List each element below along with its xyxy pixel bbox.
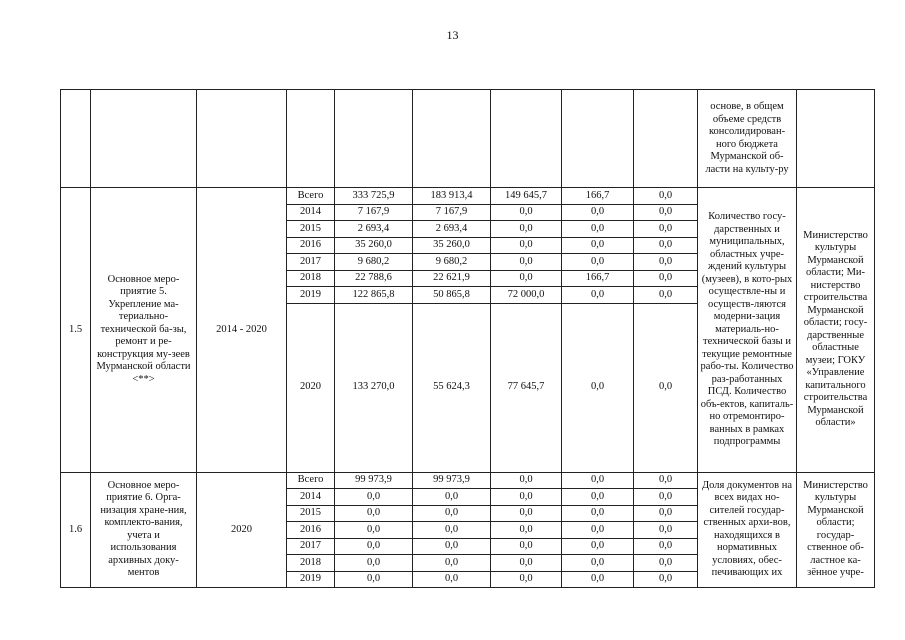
indicator-cell: Доля документов на всех видах но-сителей государ-ственных архи-вов, находящихся в нормативных условиях, обес-печивающих их: [698, 472, 797, 588]
amount-regional: 9 680,2: [413, 254, 491, 271]
year-cell: 2019: [287, 571, 335, 588]
year-cell: 2016: [287, 237, 335, 254]
amount-local: 166,7: [562, 270, 634, 287]
amount-total: 99 973,9: [335, 472, 413, 489]
amount-local: 166,7: [562, 188, 634, 205]
indicator-cell: основе, в общем объеме средств консолидирован-ного бюджета Мурманской об-ласти на культу-ру: [698, 90, 797, 188]
page-number: 13: [446, 28, 459, 42]
amount-regional: 99 973,9: [413, 472, 491, 489]
amount-other: 0,0: [634, 188, 698, 205]
amount-local: 0,0: [562, 254, 634, 271]
amount-total: 0,0: [335, 489, 413, 506]
amount-regional: 0,0: [413, 571, 491, 588]
amount-local: 0,0: [562, 287, 634, 304]
amount-regional: 0,0: [413, 505, 491, 522]
amount-other: 0,0: [634, 303, 698, 472]
amount-total: 7 167,9: [335, 204, 413, 221]
executor-cell: Министерство культуры Мурманской области; Ми-нистерство строительства Мурманской области; госу-дарственные областные музеи; ГОКУ «Управление капитального строительства Мурманской области»: [797, 188, 875, 473]
amount-total: 122 865,8: [335, 287, 413, 304]
year-cell: 2016: [287, 522, 335, 539]
amount-federal: 0,0: [491, 489, 562, 506]
amount-federal: 0,0: [491, 555, 562, 572]
amount-federal: 0,0: [491, 522, 562, 539]
amount-federal: 0,0: [491, 237, 562, 254]
amount-total: 0,0: [335, 571, 413, 588]
measure-name: Основное меро-приятие 6. Орга-низация хране-ния, комплекто-вания, учета и использования архивных доку-ментов: [91, 472, 197, 588]
amount-federal: 0,0: [491, 204, 562, 221]
amount-local: 0,0: [562, 237, 634, 254]
year-cell: 2019: [287, 287, 335, 304]
amount-local: 0,0: [562, 221, 634, 238]
amount-federal: 72 000,0: [491, 287, 562, 304]
amount-other: 0,0: [634, 571, 698, 588]
amount-federal: 0,0: [491, 505, 562, 522]
year-cell: Всего: [287, 472, 335, 489]
amount-other: 0,0: [634, 270, 698, 287]
amount-other: 0,0: [634, 522, 698, 539]
amount-regional: 183 913,4: [413, 188, 491, 205]
amount-regional: 0,0: [413, 538, 491, 555]
year-cell: 2015: [287, 221, 335, 238]
amount-regional: 35 260,0: [413, 237, 491, 254]
amount-local: 0,0: [562, 522, 634, 539]
amount-regional: 22 621,9: [413, 270, 491, 287]
amount-federal: 0,0: [491, 472, 562, 489]
amount-federal: 0,0: [491, 221, 562, 238]
amount-local: 0,0: [562, 204, 634, 221]
amount-other: 0,0: [634, 555, 698, 572]
amount-total: 0,0: [335, 505, 413, 522]
year-cell: 2018: [287, 555, 335, 572]
year-cell: 2017: [287, 254, 335, 271]
year-cell: 2015: [287, 505, 335, 522]
measure-name: Основное меро-приятие 5. Укрепление ма-териально-технической ба-зы, ремонт и ре-конструкция му-зеев Мурманской области <**>: [91, 188, 197, 473]
measure-period: 2014 - 2020: [197, 188, 287, 473]
amount-local: 0,0: [562, 505, 634, 522]
table-row: [61, 472, 875, 489]
amount-other: 0,0: [634, 204, 698, 221]
amount-local: 0,0: [562, 538, 634, 555]
program-table: [60, 89, 875, 588]
amount-federal: 149 645,7: [491, 188, 562, 205]
amount-local: 0,0: [562, 571, 634, 588]
amount-total: 0,0: [335, 522, 413, 539]
amount-local: 0,0: [562, 555, 634, 572]
amount-other: 0,0: [634, 221, 698, 238]
amount-regional: 7 167,9: [413, 204, 491, 221]
row-number: 1.6: [61, 472, 91, 588]
amount-regional: 0,0: [413, 522, 491, 539]
amount-regional: 2 693,4: [413, 221, 491, 238]
amount-regional: 55 624,3: [413, 303, 491, 472]
amount-federal: 0,0: [491, 571, 562, 588]
executor-cell: Министерство культуры Мурманской области; государ-ственное об-ластное ка-зённое учре-: [797, 472, 875, 588]
measure-period: 2020: [197, 472, 287, 588]
amount-other: 0,0: [634, 505, 698, 522]
amount-other: 0,0: [634, 472, 698, 489]
year-cell: Всего: [287, 188, 335, 205]
amount-total: 35 260,0: [335, 237, 413, 254]
amount-other: 0,0: [634, 287, 698, 304]
amount-total: 0,0: [335, 538, 413, 555]
amount-federal: 0,0: [491, 254, 562, 271]
row-number: 1.5: [61, 188, 91, 473]
amount-federal: 77 645,7: [491, 303, 562, 472]
amount-regional: 0,0: [413, 489, 491, 506]
amount-total: 9 680,2: [335, 254, 413, 271]
amount-other: 0,0: [634, 254, 698, 271]
amount-other: 0,0: [634, 489, 698, 506]
continuation-row: [61, 90, 875, 188]
amount-federal: 0,0: [491, 270, 562, 287]
amount-total: 22 788,6: [335, 270, 413, 287]
amount-total: 333 725,9: [335, 188, 413, 205]
amount-other: 0,0: [634, 538, 698, 555]
table-row: [61, 188, 875, 205]
year-cell: 2014: [287, 489, 335, 506]
amount-total: 0,0: [335, 555, 413, 572]
amount-regional: 50 865,8: [413, 287, 491, 304]
amount-total: 133 270,0: [335, 303, 413, 472]
amount-local: 0,0: [562, 303, 634, 472]
amount-regional: 0,0: [413, 555, 491, 572]
year-cell: 2018: [287, 270, 335, 287]
year-cell: 2017: [287, 538, 335, 555]
amount-other: 0,0: [634, 237, 698, 254]
amount-total: 2 693,4: [335, 221, 413, 238]
year-cell: 2020: [287, 303, 335, 472]
amount-federal: 0,0: [491, 538, 562, 555]
amount-local: 0,0: [562, 472, 634, 489]
year-cell: 2014: [287, 204, 335, 221]
amount-local: 0,0: [562, 489, 634, 506]
indicator-cell: Количество госу-дарственных и муниципальных, областных учре-ждений культуры (музеев), в кото-рых осуществле-ны и осуществ-ляются модерни-зация материаль-но-технической базы и текущие ремонтные рабо-ты. Количество раз-работанных ПСД. Количество объ-ектов, капиталь-но отремонтиро-ванных в рамках подпрограммы: [698, 188, 797, 473]
